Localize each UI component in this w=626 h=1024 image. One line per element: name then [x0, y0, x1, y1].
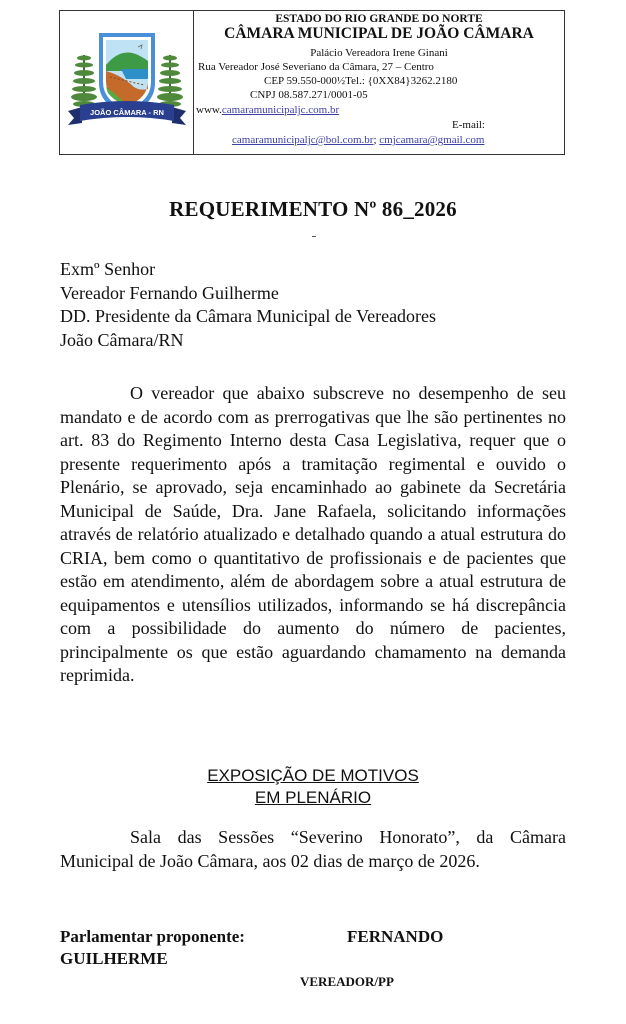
email-link-gmail[interactable]: cmjcamara@gmail.com [379, 134, 485, 146]
right-plant-icon [157, 55, 183, 107]
addressee-line: Vereador Fernando Guilherme [60, 282, 279, 303]
exposicao-de-motivos-heading [0, 765, 626, 809]
email-separator: ; [373, 134, 377, 146]
session-date-paragraph: Sala das Sessões “Severino Honorato”, da Câmara Municipal de João Câmara, aos 02 dias de março de 2026. [60, 827, 566, 871]
proponent-label: Parlamentar proponente: [60, 927, 245, 946]
email-label: E-mail: [452, 119, 485, 131]
proponent-first-name: FERNANDO [347, 927, 444, 946]
letterhead [59, 10, 565, 155]
logo-cell [60, 11, 194, 154]
proponent-last-name: GUILHERME [60, 949, 168, 968]
letterhead-info [194, 11, 564, 154]
municipal-coat-of-arms-logo [66, 25, 188, 133]
street-address: Rua Vereador José Severiano da Câmara, 27 – Centro [198, 61, 434, 73]
left-plant-icon [71, 55, 97, 107]
state-name: ESTADO DO RIO GRANDE DO NORTE [275, 13, 483, 25]
email-link-bol[interactable]: camaramunicipaljc@bol.com.br [232, 134, 374, 146]
request-body-paragraph: O vereador que abaixo subscreve no desempenho de seu mandato e de acordo com as prerrogativas que lhe são pertinentes no art. 83 do Regimento Interno desta Casa Legislativa, requer que o presente requerimento após a tramitação regimental e ouvido o Plenário, se aprovado, seja encaminhado ao gabinete da Secretária Municipal de Saúde, Dra. Jane Rafaela, solicitando informações através de relatório atualizado e detalhado quando a atual estrutura do CRIA, bem como o quantitativo de profissionais e de pacientes que estão em atendimento, além de abordagem sobre a atual estrutura de equipamentos e utensílios utilizados, informando se há discrepância com a possibilidade do aumento do número de pacientes, principalmente os que estão aguardando chamamento na demanda reprimida. [60, 383, 566, 685]
banner-text: JOÃO CÂMARA - RN [90, 108, 164, 117]
addressee-line: João Câmara/RN [60, 329, 184, 350]
title-divider-dash [312, 236, 316, 237]
cnpj: CNPJ 08.587.271/0001-05 [250, 89, 368, 101]
website-line [196, 104, 339, 118]
palace-name: Palácio Vereadora Irene Ginani [310, 47, 448, 59]
addressee-line: DD. Presidente da Câmara Municipal de Vereadores [60, 306, 437, 326]
www-prefix: www. [196, 104, 222, 116]
motivos-line-1: EXPOSIÇÃO DE MOTIVOS [207, 766, 419, 785]
banner-ribbon [68, 101, 186, 125]
website-link[interactable]: camaramunicipaljc.com.br [221, 104, 340, 116]
addressee-line: Exmº Senhor [60, 259, 156, 279]
signature-block [60, 926, 444, 970]
addressee-block [60, 258, 436, 352]
cep-phone: CEP 59.550-000½Tel.: {0XX84}3262.2180 [264, 75, 458, 87]
proponent-role: VEREADOR/PP [300, 974, 394, 989]
motivos-line-2: EM PLENÁRIO [254, 788, 372, 807]
email-line [232, 134, 484, 148]
document-title: REQUERIMENTO Nº 86_2026 [169, 197, 457, 221]
chamber-name: CÂMARA MUNICIPAL DE JOÃO CÂMARA [224, 25, 534, 42]
